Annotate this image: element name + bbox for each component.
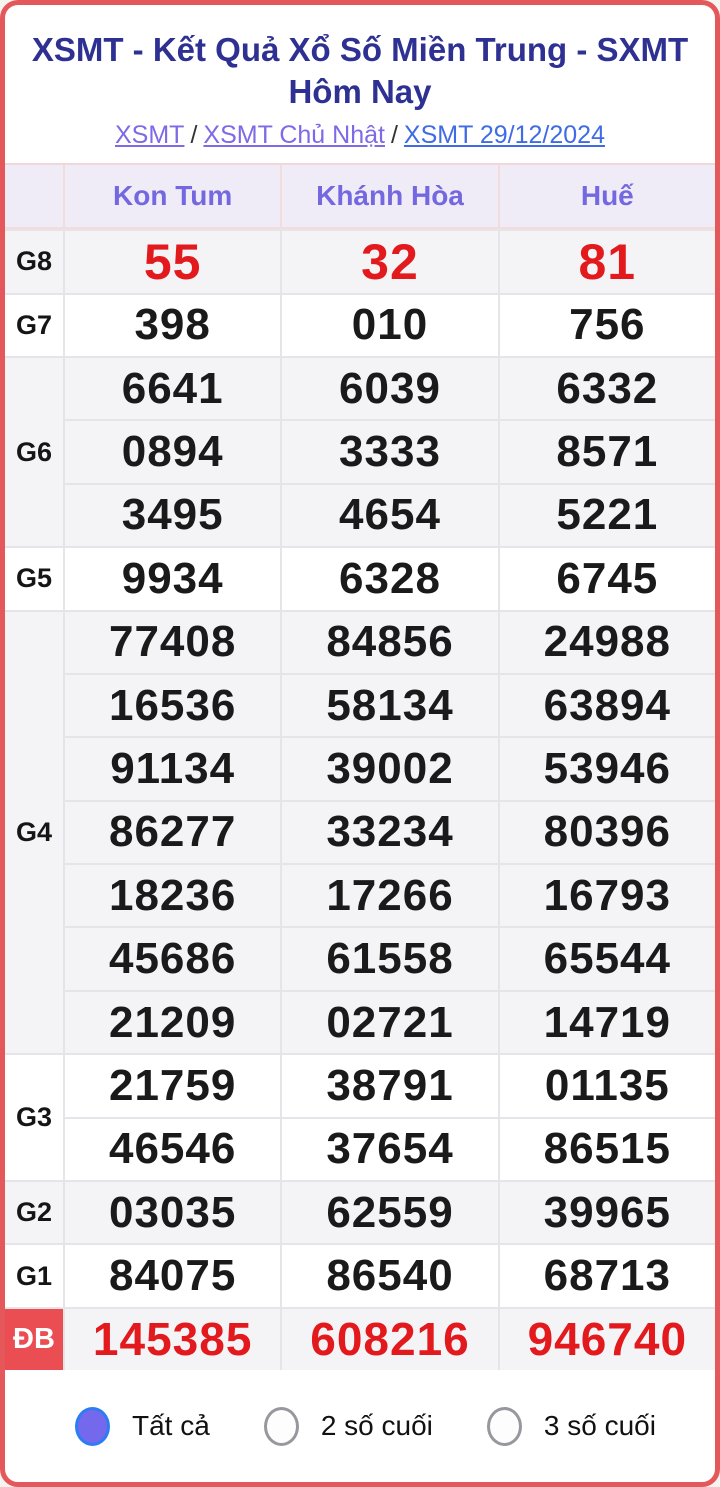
result-cell: 65544 <box>498 926 715 989</box>
result-cell: 145385 <box>63 1307 280 1370</box>
breadcrumb-separator: / <box>190 121 198 150</box>
breadcrumb-separator: / <box>390 121 398 150</box>
result-cell: 21209 <box>63 990 280 1053</box>
prize-label-2: G6 <box>5 356 63 546</box>
result-cell: 756 <box>498 293 715 356</box>
result-cell: 16536 <box>63 673 280 736</box>
prize-label-5: G3 <box>5 1053 63 1180</box>
result-cell: 91134 <box>63 736 280 799</box>
result-cell: 946740 <box>498 1307 715 1370</box>
result-cell: 8571 <box>498 419 715 482</box>
breadcrumb <box>5 121 715 150</box>
prize-label-4: G4 <box>5 610 63 1054</box>
table-corner-cell <box>5 165 63 229</box>
filter-option-label: 2 số cuối <box>320 1410 433 1442</box>
result-cell: 6641 <box>63 356 280 419</box>
result-cell: 68713 <box>498 1243 715 1306</box>
display-mode-options <box>5 1370 715 1482</box>
result-cell: 4654 <box>280 483 497 546</box>
prize-label-1: G7 <box>5 293 63 356</box>
filter-option-label: Tất cả <box>132 1410 210 1442</box>
result-cell: 55 <box>63 229 280 292</box>
result-cell: 6039 <box>280 356 497 419</box>
radio-icon <box>487 1407 522 1446</box>
prize-label-3: G5 <box>5 546 63 609</box>
results-table <box>5 163 715 1370</box>
result-cell: 80396 <box>498 800 715 863</box>
result-cell: 45686 <box>63 926 280 989</box>
result-cell: 6745 <box>498 546 715 609</box>
result-cell: 86540 <box>280 1243 497 1306</box>
result-cell: 84075 <box>63 1243 280 1306</box>
result-cell: 39002 <box>280 736 497 799</box>
result-cell: 010 <box>280 293 497 356</box>
result-cell: 32 <box>280 229 497 292</box>
prize-label-8: ĐB <box>5 1307 63 1370</box>
result-cell: 38791 <box>280 1053 497 1116</box>
page-title: XSMT - Kết Quả Xổ Số Miền Trung - SXMT Hôm Nay <box>31 31 689 110</box>
result-cell: 86277 <box>63 800 280 863</box>
result-cell: 608216 <box>280 1307 497 1370</box>
result-cell: 6328 <box>280 546 497 609</box>
filter-option-0[interactable] <box>75 1407 210 1446</box>
result-cell: 53946 <box>498 736 715 799</box>
result-cell: 86515 <box>498 1117 715 1180</box>
result-cell: 14719 <box>498 990 715 1053</box>
result-cell: 6332 <box>498 356 715 419</box>
result-cell: 03035 <box>63 1180 280 1243</box>
result-cell: 62559 <box>280 1180 497 1243</box>
result-cell: 63894 <box>498 673 715 736</box>
column-header-2: Huế <box>498 165 715 229</box>
result-cell: 21759 <box>63 1053 280 1116</box>
result-cell: 9934 <box>63 546 280 609</box>
result-cell: 37654 <box>280 1117 497 1180</box>
result-cell: 39965 <box>498 1180 715 1243</box>
result-cell: 17266 <box>280 863 497 926</box>
result-cell: 3495 <box>63 483 280 546</box>
result-cell: 77408 <box>63 610 280 673</box>
breadcrumb-link-0[interactable]: XSMT <box>115 121 185 150</box>
radio-selected-icon <box>75 1407 110 1446</box>
column-header-1: Khánh Hòa <box>280 165 497 229</box>
result-cell: 02721 <box>280 990 497 1053</box>
result-cell: 58134 <box>280 673 497 736</box>
result-cell: 46546 <box>63 1117 280 1180</box>
filter-option-1[interactable] <box>264 1407 433 1446</box>
result-cell: 33234 <box>280 800 497 863</box>
result-cell: 398 <box>63 293 280 356</box>
result-cell: 81 <box>498 229 715 292</box>
result-cell: 3333 <box>280 419 497 482</box>
filter-option-2[interactable] <box>487 1407 656 1446</box>
filter-option-label: 3 số cuối <box>543 1410 656 1442</box>
breadcrumb-link-1[interactable]: XSMT Chủ Nhật <box>203 121 385 150</box>
result-cell: 61558 <box>280 926 497 989</box>
prize-label-6: G2 <box>5 1180 63 1243</box>
result-cell: 5221 <box>498 483 715 546</box>
result-cell: 01135 <box>498 1053 715 1116</box>
radio-icon <box>264 1407 299 1446</box>
result-cell: 0894 <box>63 419 280 482</box>
result-cell: 24988 <box>498 610 715 673</box>
breadcrumb-link-2[interactable]: XSMT 29/12/2024 <box>403 121 605 150</box>
prize-label-7: G1 <box>5 1243 63 1306</box>
prize-label-0: G8 <box>5 229 63 292</box>
result-cell: 18236 <box>63 863 280 926</box>
result-cell: 16793 <box>498 863 715 926</box>
column-header-0: Kon Tum <box>63 165 280 229</box>
result-cell: 84856 <box>280 610 497 673</box>
